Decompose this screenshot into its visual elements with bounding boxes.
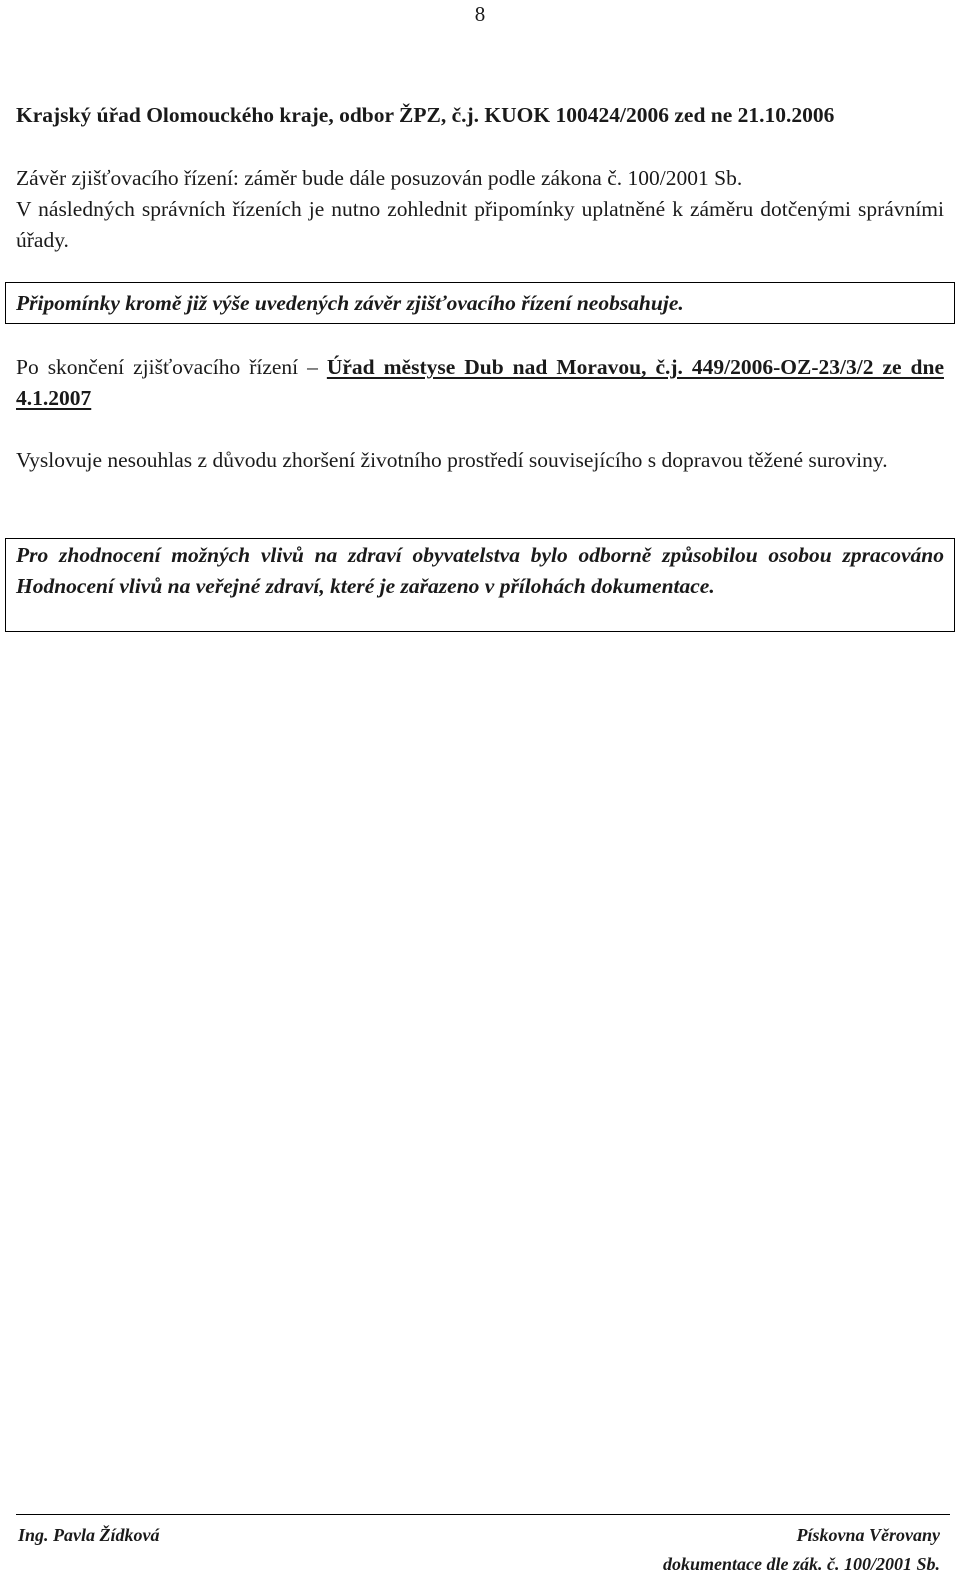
- authority-heading-dub-text: Úřad městyse Dub nad Moravou, č.j. 449/2006-OZ-23/3/2 ze dne 4.1.2007: [16, 355, 944, 410]
- footer-divider: [16, 1514, 950, 1515]
- objection-paragraph: Vyslovuje nesouhlas z důvodu zhoršení životního prostředí souvisejícího s dopravou těžené suroviny.: [16, 448, 888, 472]
- response-box-2: [5, 538, 955, 632]
- response-text-2: Pro zhodnocení možných vlivů na zdraví obyvatelstva bylo odborně způsobilou osobou zpracováno Hodnocení vlivů na veřejné zdraví, které je zařazeno v přílohách dokumentace.: [16, 543, 944, 598]
- authority-heading-text: Krajský úřad Olomouckého kraje, odbor ŽPZ, č.j. KUOK 100424/2006 zed ne 21.10.2006: [16, 103, 835, 127]
- page-number: 8: [474, 2, 486, 26]
- footer-document: dokumentace dle zák. č. 100/2001 Sb.: [663, 1554, 940, 1574]
- footer-right-block: [663, 1523, 940, 1576]
- authority-heading-kuok: [16, 100, 944, 131]
- response-text-1: Připomínky kromě již výše uvedených závěr zjišťovacího řízení neobsahuje.: [16, 291, 684, 315]
- heading-prefix: Po skončení zjišťovacího řízení –: [16, 355, 327, 379]
- footer-project: Pískovna Věrovany: [796, 1525, 940, 1545]
- footer-author: Ing. Pavla Žídková: [18, 1525, 160, 1545]
- conclusion-line: Závěr zjišťovacího řízení: záměr bude dále posuzován podle zákona č. 100/2001 Sb.: [16, 166, 743, 190]
- authority-heading-dub: [16, 352, 944, 414]
- response-box-1: [5, 282, 955, 324]
- follow-up-paragraph: V následných správních řízeních je nutno zohlednit připomínky uplatněné k záměru dotčenými správními úřady.: [16, 197, 944, 252]
